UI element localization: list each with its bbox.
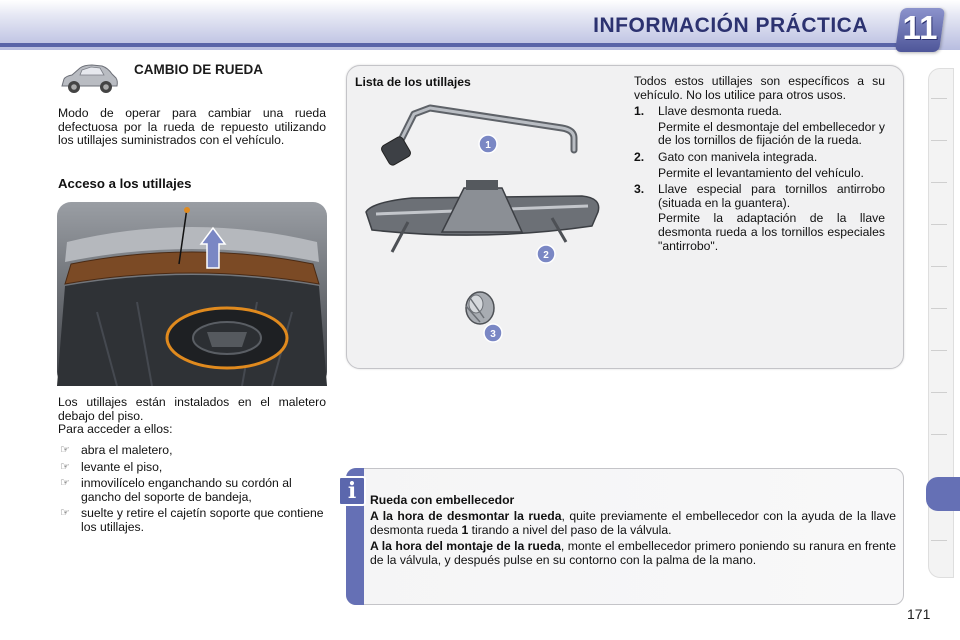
callout-1-label: 1 (485, 140, 491, 151)
tab-separator (931, 182, 947, 183)
info-paragraph-removal: A la hora de desmontar la rueda, quite previamente el embellecedor con la ayuda de la llave desmonta rueda 1 tirando a nivel del paso de la válvula. (370, 509, 897, 537)
access-steps (58, 444, 328, 538)
tools-description (634, 75, 885, 256)
access-subtitle: Acceso a los utillajes (58, 176, 192, 191)
tab-separator (931, 540, 947, 541)
list-item: ☞ suelte y retire el cajetín soporte que contiene los utillajes. (60, 506, 324, 534)
info-title: Rueda con embellecedor (370, 493, 515, 507)
tab-separator (931, 434, 947, 435)
anti-theft-adapter-icon (466, 292, 494, 324)
tool-description: Permite el desmontaje del embellecedor y de los tornillos de fijación de la rueda. (658, 119, 885, 148)
tools-intro: Todos estos utillajes son específicos a su vehículo. No los utilice para otros usos. (634, 74, 885, 102)
tab-separator (931, 266, 947, 267)
tools-title: Lista de los utillajes (355, 75, 471, 89)
callout-3-label: 3 (490, 329, 496, 340)
info-paragraph-mounting: A la hora del montaje de la rueda, monte el embellecedor primero poniendo su ranura en frente de la válvula, y después pulse en su contorno con la palma de la mano. (370, 539, 896, 567)
chapter-title: INFORMACIÓN PRÁCTICA (593, 14, 868, 37)
tab-separator (931, 224, 947, 225)
pointing-hand-icon: ☞ (60, 460, 70, 473)
tab-separator (931, 140, 947, 141)
list-item: ☞ abra el maletero, (60, 443, 173, 457)
callout-2-label: 2 (543, 250, 549, 261)
tool-description: Permite la adaptación de la llave desmonta rueda a los tornillos especiales "antirrobo". (658, 211, 885, 253)
header-rule (0, 43, 900, 47)
access-text: Los utillajes están instalados en el maletero debajo del piso. (58, 395, 326, 423)
access-lead: Para acceder a ellos: (58, 422, 173, 437)
list-item: ☞ inmovilícelo enganchando su cordón al gancho del soporte de bandeja, (60, 476, 292, 504)
tab-separator (931, 350, 947, 351)
tools-illustration (352, 92, 622, 360)
page-number: 171 (907, 606, 931, 622)
car-icon (58, 62, 120, 96)
info-icon: i (338, 476, 366, 506)
tool-item: 2. Gato con manivela integrada. (634, 149, 818, 164)
pointing-hand-icon: ☞ (60, 477, 70, 490)
chapter-tab-active[interactable] (926, 477, 960, 511)
wheel-brace-icon (380, 108, 574, 167)
access-paragraph (58, 396, 326, 437)
tool-item: 1. Llave desmonta rueda. (634, 104, 782, 119)
tool-item: 3. Llave especial para tornillos antirrobo (situada en la guantera). (634, 182, 885, 210)
section-title: CAMBIO DE RUEDA (134, 62, 264, 77)
intro-paragraph: Modo de operar para cambiar una rueda defectuosa por la rueda de repuesto utilizando los utillajes suministrados con el vehículo. (58, 106, 326, 148)
tab-separator (931, 308, 947, 309)
list-item: ☞ levante el piso, (60, 459, 163, 474)
pointing-hand-icon: ☞ (60, 444, 70, 456)
chapter-number: 11 (902, 9, 938, 46)
car-jack-icon (366, 180, 599, 252)
tab-separator (931, 392, 947, 393)
tool-description: Permite el levantamiento del vehículo. (658, 165, 864, 180)
info-text (370, 510, 896, 570)
pointing-hand-icon: ☞ (60, 507, 70, 520)
tab-separator (931, 98, 947, 99)
trunk-photo (57, 202, 327, 386)
